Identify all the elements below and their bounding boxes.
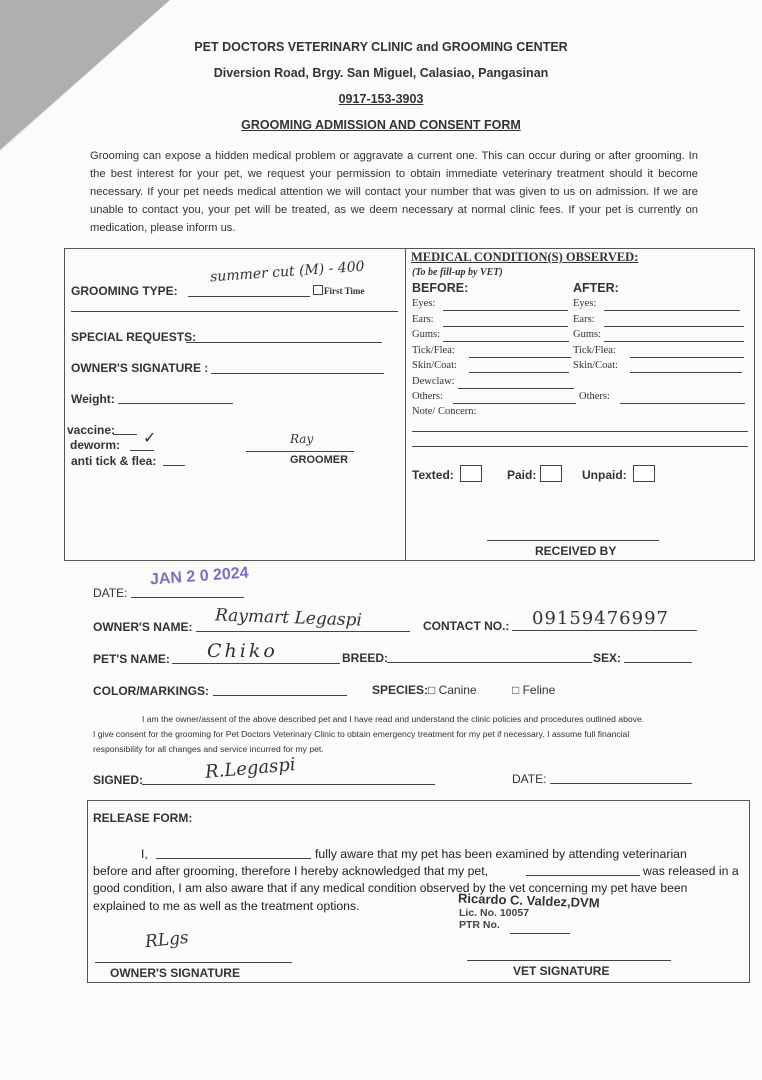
- contact-value: 09159476997: [532, 608, 669, 629]
- release-i-label: I,: [141, 847, 148, 861]
- consent-line-1: I am the owner/assent of the above described pet and I have read and understand the clinic policies and procedures outlined above.: [142, 714, 645, 724]
- pet-name-value: Chiko: [207, 640, 278, 662]
- groomer-line[interactable]: [246, 451, 354, 452]
- release-owner-signature-label: OWNER'S SIGNATURE: [110, 966, 240, 980]
- grooming-type-line-2[interactable]: [71, 311, 398, 312]
- owner-signature-scrawl: R.Legaspi: [204, 754, 297, 783]
- deworm-check: ✓: [143, 428, 157, 447]
- release-owner-signature-line[interactable]: [95, 962, 292, 963]
- date2-line[interactable]: [550, 783, 692, 784]
- after-label: AFTER:: [573, 281, 619, 295]
- vet-ptr: PTR No.: [459, 919, 500, 931]
- form-title: GROOMING ADMISSION AND CONSENT FORM: [241, 118, 521, 132]
- consent-line-2: I give consent for the grooming for Pet Doctors Veterinary Clinic to obtain emergency treatment for my pet if necessary. I assume full financial: [93, 729, 630, 739]
- special-requests-line[interactable]: [186, 342, 382, 343]
- breed-line[interactable]: [387, 662, 592, 663]
- groomer-label: GROOMER: [290, 454, 349, 466]
- deworm-line[interactable]: [130, 450, 154, 451]
- texted-label: Texted:: [412, 468, 454, 482]
- release-line2: before and after grooming, therefore I hereby acknowledged that my pet,: [93, 864, 489, 878]
- first-time-label: First Time: [324, 286, 365, 296]
- contact-line[interactable]: [512, 630, 697, 631]
- consent-line-3: responsibility for all changes and service incurred for my pet.: [93, 744, 324, 754]
- after-item-label: Skin/Coat:: [573, 360, 618, 371]
- paid-label: Paid:: [507, 468, 537, 482]
- breed-label: BREED:: [342, 651, 389, 665]
- received-by-label: RECEIVED BY: [535, 544, 617, 558]
- vet-license: Lic. No. 10057: [459, 907, 530, 919]
- pet-name-line[interactable]: [172, 663, 340, 664]
- weight-line[interactable]: [118, 403, 233, 404]
- release-vet-signature-line[interactable]: [467, 960, 671, 961]
- canine-option[interactable]: □ Canine: [428, 683, 477, 697]
- release-owner-signature-scrawl: RLgs: [144, 927, 190, 953]
- after-item-line[interactable]: [630, 357, 744, 358]
- intro-paragraph: Grooming can expose a hidden medical problem or aggravate a current one. This can occur during or after grooming. In the best interest for your pet, we request your permission to obtain immediate veterinary treatment should it become necessary. If your pet needs medical attention we will contact your number that was given to us on admission. If we are unable to contact you, your pet will be treated, as we deem necessary at normal clinic fees. If your pet is currently on medication, please inform us.: [90, 150, 698, 234]
- section-divider: [405, 248, 406, 561]
- clinic-phone: 0917-153-3903: [338, 92, 424, 106]
- owner-signature-label: OWNER'S SIGNATURE :: [71, 361, 209, 375]
- before-item-label: Tick/Flea:: [412, 344, 455, 356]
- unpaid-checkbox[interactable]: [633, 465, 655, 482]
- date-label: DATE:: [93, 586, 128, 600]
- sex-line[interactable]: [624, 662, 692, 663]
- after-item-label: Tick/Flea:: [573, 344, 616, 356]
- signed-label: SIGNED:: [93, 773, 144, 787]
- release-name-line[interactable]: [156, 858, 311, 859]
- vaccine-label: vaccine:: [67, 423, 116, 437]
- special-requests-label: SPECIAL REQUESTS:: [71, 330, 197, 344]
- first-time-checkbox[interactable]: [313, 285, 323, 295]
- color-markings-label: COLOR/MARKINGS:: [93, 684, 209, 698]
- before-item-label: Ears:: [412, 313, 434, 325]
- before-item-line[interactable]: [443, 326, 569, 327]
- anti-tick-line[interactable]: [163, 465, 185, 466]
- anti-tick-label: anti tick & flea:: [71, 454, 157, 468]
- texted-checkbox[interactable]: [460, 465, 482, 482]
- date2-label: DATE:: [512, 772, 547, 786]
- before-item-label: Gums:: [412, 329, 441, 340]
- after-item-line[interactable]: [604, 341, 745, 342]
- after-item-label: Others:: [579, 391, 610, 402]
- owner-name-value: Raymart Legaspi: [214, 605, 363, 631]
- before-item-label: Eyes:: [412, 298, 436, 309]
- release-line2b: was released in a: [643, 864, 739, 878]
- received-by-line[interactable]: [487, 540, 659, 541]
- before-label: BEFORE:: [412, 281, 469, 295]
- before-item-line[interactable]: [469, 372, 569, 373]
- before-item-line[interactable]: [443, 341, 570, 342]
- feline-option[interactable]: □ Feline: [512, 683, 556, 697]
- before-item-label: Dewclaw:: [412, 375, 455, 387]
- paid-checkbox[interactable]: [540, 465, 562, 482]
- after-item-line[interactable]: [604, 326, 745, 327]
- unpaid-label: Unpaid:: [582, 468, 627, 482]
- vet-ptr-line[interactable]: [510, 933, 570, 934]
- after-item-label: Eyes:: [573, 298, 597, 309]
- date-line[interactable]: [131, 597, 244, 598]
- clinic-address: Diversion Road, Brgy. San Miguel, Calasiao, Pangasinan: [213, 66, 549, 80]
- sex-label: SEX:: [593, 651, 622, 665]
- vaccine-line[interactable]: [113, 434, 137, 435]
- color-markings-line[interactable]: [213, 695, 347, 696]
- medical-subtitle: (To be fill-up by VET): [412, 267, 503, 278]
- release-line3: good condition, I am also aware that if any medical condition observed by the vet concerning my pet have been: [93, 881, 688, 895]
- contact-label: CONTACT NO.:: [423, 619, 510, 633]
- species-label: SPECIES:: [372, 683, 429, 697]
- grooming-type-label: GROOMING TYPE:: [71, 284, 178, 298]
- pet-name-label: PET'S NAME:: [93, 652, 170, 666]
- after-item-label: Gums:: [573, 329, 602, 340]
- note-line-1[interactable]: [412, 431, 748, 432]
- owner-name-label: OWNER'S NAME:: [93, 620, 193, 634]
- groomer-signature: Ray: [290, 432, 314, 446]
- before-item-line[interactable]: [453, 403, 576, 404]
- before-item-label: Others:: [412, 391, 443, 402]
- release-line1: fully aware that my pet has been examined by attending veterinarian: [315, 847, 687, 861]
- release-line4: explained to me as well as the treatment options.: [93, 899, 360, 913]
- after-item-line[interactable]: [604, 310, 741, 311]
- release-title: RELEASE FORM:: [93, 811, 193, 825]
- after-item-line[interactable]: [620, 403, 745, 404]
- after-item-line[interactable]: [630, 372, 742, 373]
- vet-name: Ricardo C. Valdez,DVM: [457, 890, 600, 911]
- before-item-line[interactable]: [469, 357, 571, 358]
- note-line-2[interactable]: [412, 446, 748, 447]
- owner-signature-line[interactable]: [211, 373, 384, 374]
- release-pet-line[interactable]: [526, 875, 640, 876]
- deworm-label: deworm:: [70, 438, 121, 452]
- before-item-line[interactable]: [458, 388, 574, 389]
- owner-name-line[interactable]: [196, 631, 410, 632]
- medical-title: MEDICAL CONDITION(S) OBSERVED:: [411, 250, 639, 264]
- note-concern-label: Note/ Concern:: [412, 406, 477, 417]
- before-item-line[interactable]: [443, 310, 569, 311]
- after-item-label: Ears:: [573, 313, 595, 325]
- signed-line[interactable]: [142, 784, 435, 785]
- clinic-name: PET DOCTORS VETERINARY CLINIC and GROOMING CENTER: [194, 40, 568, 54]
- release-vet-signature-label: VET SIGNATURE: [513, 964, 610, 978]
- weight-label: Weight:: [71, 392, 115, 406]
- date-stamp: JAN 2 0 2024: [149, 564, 250, 589]
- grooming-type-line[interactable]: [188, 296, 310, 297]
- before-item-label: Skin/Coat:: [412, 360, 457, 371]
- grooming-type-value: summer cut (M) - 400: [209, 258, 366, 286]
